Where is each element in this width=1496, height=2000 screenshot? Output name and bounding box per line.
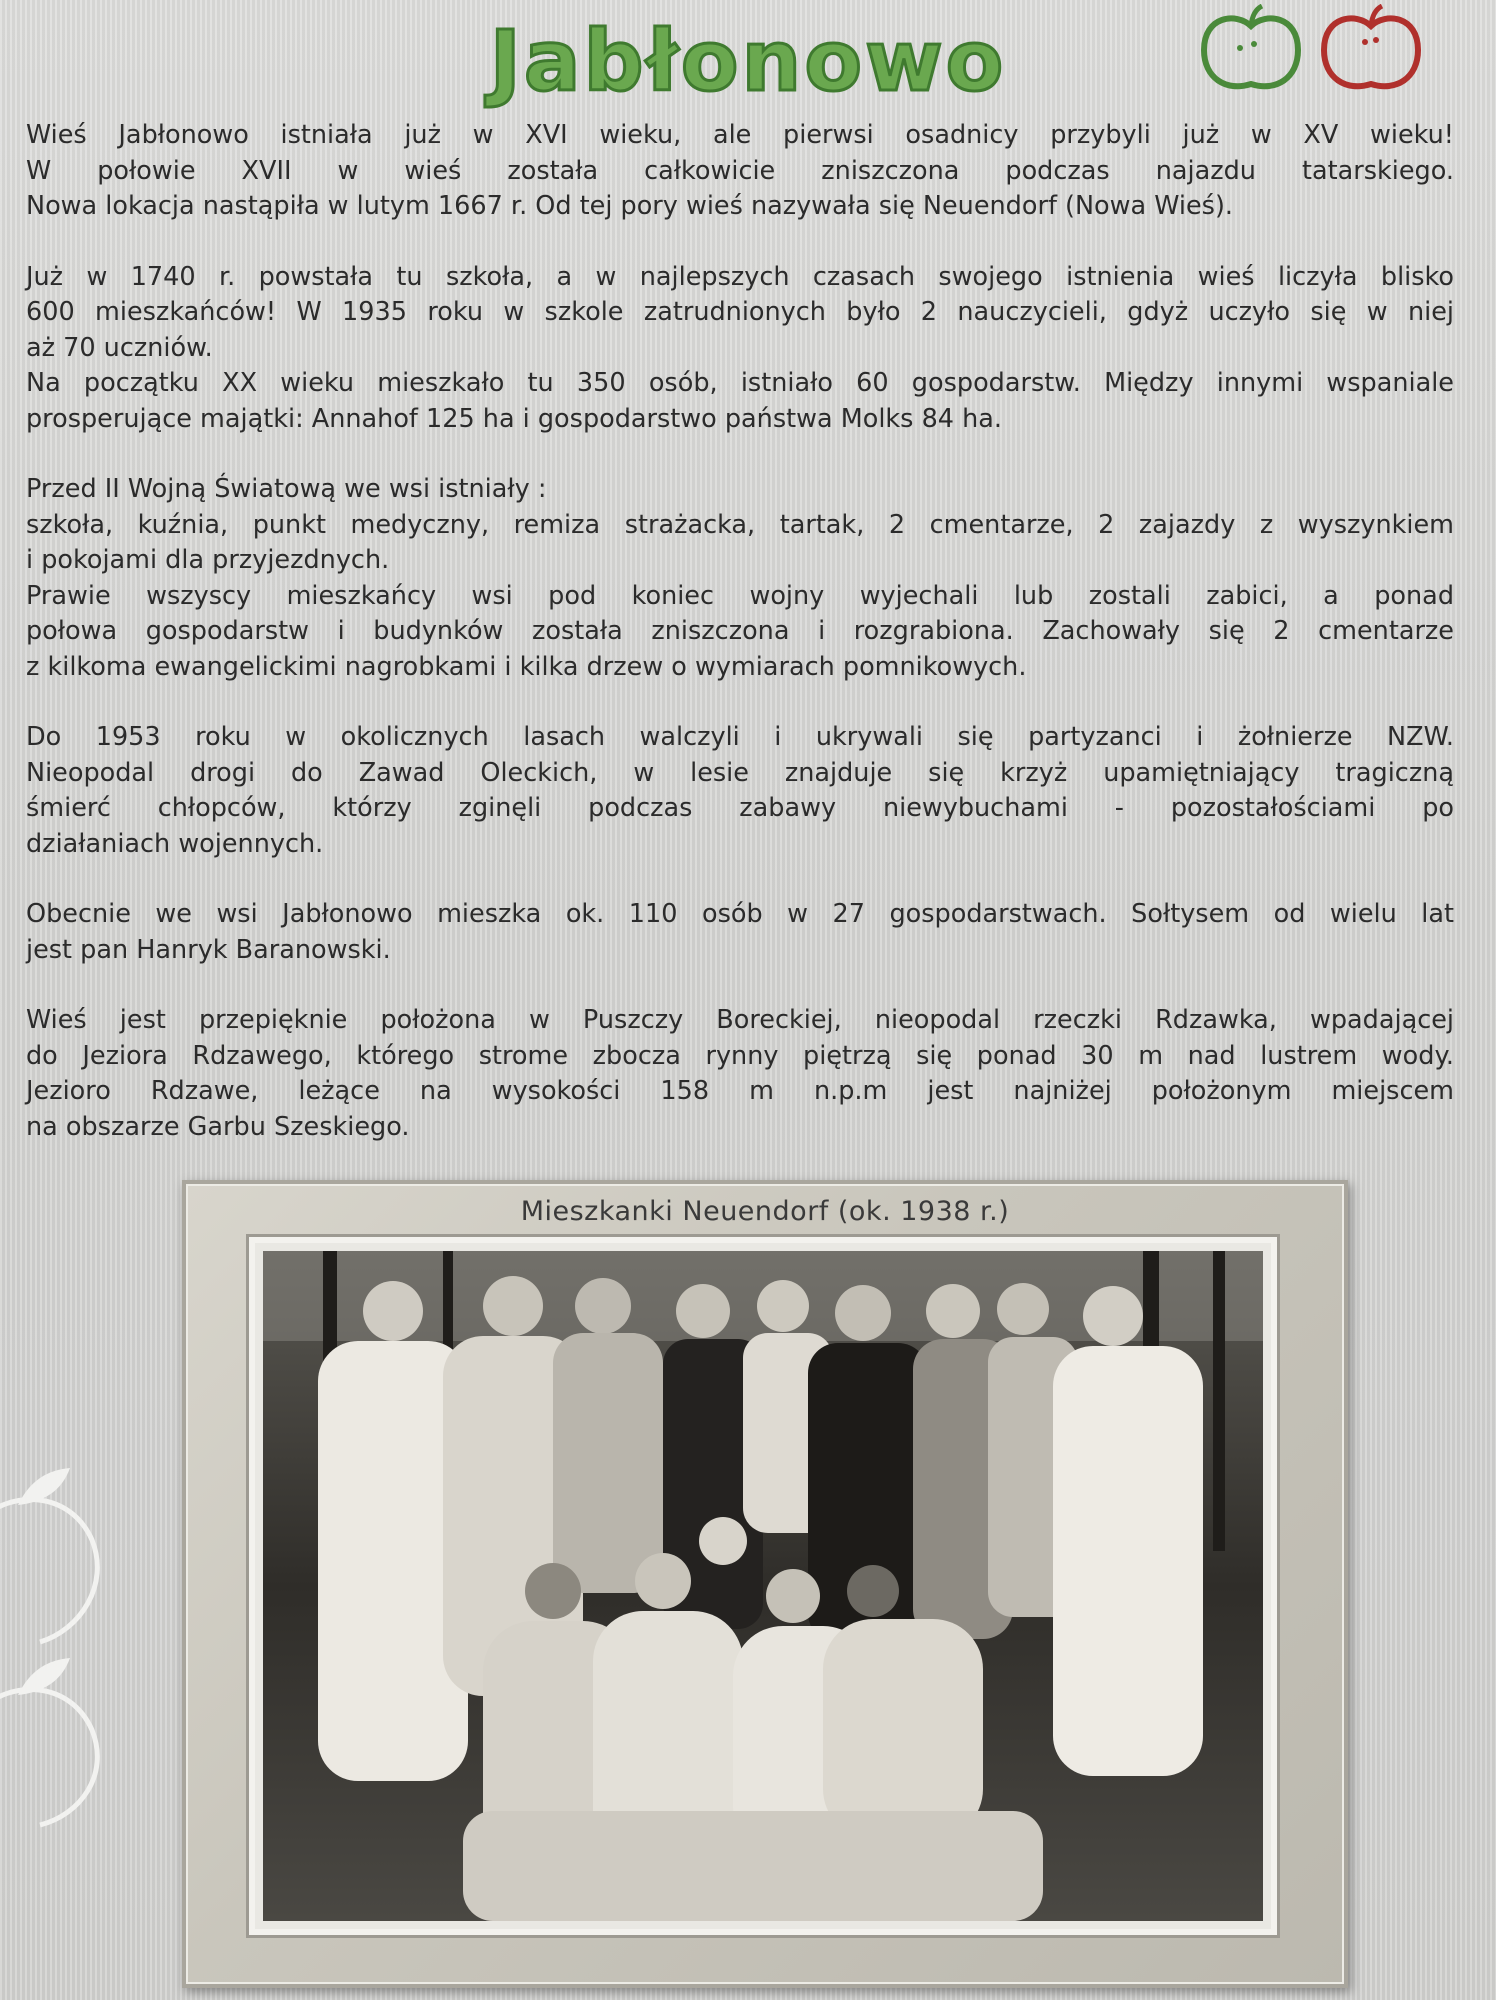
- apple-outline-decoration-icon: [0, 1410, 110, 1830]
- page-title: Jabłonowo: [489, 12, 1007, 110]
- photo-mat: [246, 1234, 1280, 1938]
- body-text: [26, 118, 1454, 1180]
- text-line: Na początku XX wieku mieszkało tu 350 osób, istniało 60 gospodarstw. Między innymi wspaniale: [26, 368, 1454, 398]
- text-line: Wieś Jabłonowo istniała już w XVI wieku, ale pierwsi osadnicy przybyli już w XV wieku!: [26, 120, 1454, 150]
- text-line: Prawie wszyscy mieszkańcy wsi pod koniec wojny wyjechali lub zostali zabici, a ponad: [26, 580, 1454, 611]
- photo-caption: Mieszkanki Neuendorf (ok. 1938 r.): [520, 1196, 1010, 1227]
- text-line: aż 70 uczniów.: [26, 332, 213, 363]
- text-line: na obszarze Garbu Szeskiego.: [26, 1111, 410, 1142]
- text-line: połowa gospodarstw i budynków została zniszczona i rozgrabiona. Zachowały się 2 cmentarze: [26, 616, 1454, 646]
- text-line: Nowa lokacja nastąpiła w lutym 1667 r. Od tej pory wieś nazywała się Neuendorf (Nowa Wieś).: [26, 191, 1234, 221]
- text-line: Wieś jest przepięknie położona w Puszczy Boreckiej, nieopodal rzeczki Rdzawka, wpadającej: [26, 1005, 1454, 1035]
- paragraph-partisans: [26, 720, 1454, 862]
- text-line: jest pan Hanryk Baranowski.: [26, 934, 391, 965]
- text-line: szkoła, kuźnia, punkt medyczny, remiza strażacka, tartak, 2 cmentarze, 2 zajazdy z wyszynkiem: [26, 509, 1454, 540]
- paragraph-history: [26, 118, 1454, 225]
- text-line: Obecnie we wsi Jabłonowo mieszka ok. 110 osób w 27 gospodarstwach. Sołtysem od wielu lat: [26, 899, 1454, 929]
- text-line: z kilkoma ewangelickimi nagrobkami i kilka drzew o wymiarach pomnikowych.: [26, 651, 1027, 682]
- paragraph-school: [26, 260, 1454, 438]
- text-line: śmierć chłopców, którzy zginęli podczas zabawy niewybuchami - pozostałościami po: [26, 793, 1454, 823]
- text-line: Jezioro Rdzawe, leżące na wysokości 158 m n.p.m jest najniżej położonym miejscem: [26, 1076, 1454, 1106]
- text-line: prosperujące majątki: Annahof 125 ha i gospodarstwo państwa Molks 84 ha.: [26, 403, 1003, 434]
- photo-frame: [182, 1180, 1348, 1988]
- text-line: Do 1953 roku w okolicznych lasach walczyli i ukrywali się partyzanci i żołnierze NZW.: [26, 722, 1454, 752]
- paragraph-war: [26, 472, 1454, 685]
- text-line: Nieopodal drogi do Zawad Oleckich, w lesie znajduje się krzyż upamiętniający tragiczną: [26, 757, 1454, 788]
- paragraph-location: [26, 1003, 1454, 1145]
- text-line: do Jeziora Rdzawego, którego strome zbocza rynny piętrzą się ponad 30 m nad lustrem wody.: [26, 1040, 1454, 1071]
- text-line: Już w 1740 r. powstała tu szkoła, a w najlepszych czasach swojego istnienia wieś liczyła blisko: [26, 261, 1454, 292]
- green-apple-icon: [1196, 4, 1306, 96]
- historical-photo: [263, 1251, 1263, 1921]
- red-apple-icon: [1316, 4, 1426, 96]
- text-line: działaniach wojennych.: [26, 828, 324, 859]
- text-line: W połowie XVII w wieś została całkowicie zniszczona podczas najazdu tatarskiego.: [26, 155, 1454, 186]
- paragraph-present: [26, 897, 1454, 968]
- group-photo-women-image: [263, 1251, 1263, 1921]
- text-line: i pokojami dla przyjezdnych.: [26, 545, 390, 575]
- text-line: Przed II Wojną Światową we wsi istniały :: [26, 474, 547, 504]
- text-line: 600 mieszkańców! W 1935 roku w szkole zatrudnionych było 2 nauczycieli, gdyż uczyło się w niej: [26, 297, 1454, 327]
